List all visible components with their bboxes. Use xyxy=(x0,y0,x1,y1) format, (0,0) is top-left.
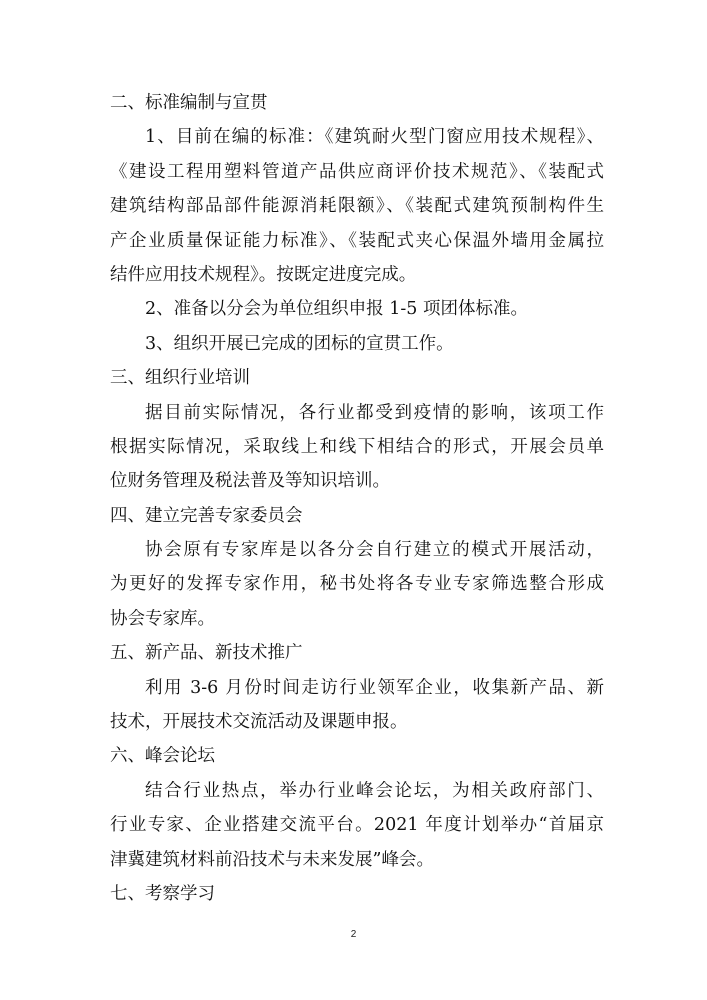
section-heading-study-tour: 七、考察学习 xyxy=(110,883,215,904)
section-heading-standards: 二、标准编制与宣贯 xyxy=(110,93,268,113)
paragraph-line: 位财务管理及税法普及等知识培训。 xyxy=(110,471,390,492)
paragraph-line: 结件应用技术规程》。按既定进度完成。 xyxy=(110,264,417,285)
paragraph-line: 结合行业热点，举办行业峰会论坛，为相关政府部门、 xyxy=(145,780,604,801)
paragraph-line: 据目前实际情况，各行业都受到疫情的影响，该项工作 xyxy=(145,402,604,423)
section-heading-promotion: 五、新产品、新技术推广 xyxy=(110,643,303,664)
page-number: 2 xyxy=(350,929,357,940)
paragraph-line: 2、准备以分会为单位组织申报 1-5 项团体标准。 xyxy=(145,299,528,320)
paragraph-line: 行业专家、企业搭建交流平台。2021 年度计划举办“首届京 xyxy=(110,815,604,836)
paragraph-line: 根据实际情况，采取线上和线下相结合的形式，开展会员单 xyxy=(110,436,604,457)
paragraph-line: 1、目前在编的标准：《建筑耐火型门窗应用技术规程》、 xyxy=(145,127,604,148)
document-body xyxy=(110,86,604,911)
section-heading-experts: 四、建立完善专家委员会 xyxy=(110,505,303,526)
paragraph-line: 3、组织开展已完成的团标的宣贯工作。 xyxy=(145,333,454,354)
paragraph-line: 利用 3-6 月份时间走访行业领军企业，收集新产品、新 xyxy=(145,677,604,698)
paragraph-line: 建筑结构部品部件能源消耗限额》、《装配式建筑预制构件生 xyxy=(110,196,604,217)
section-heading-summit: 六、峰会论坛 xyxy=(110,746,215,767)
paragraph-line: 津冀建筑材料前沿技术与未来发展”峰会。 xyxy=(110,849,434,870)
paragraph-line: 技术，开展技术交流活动及课题申报。 xyxy=(110,712,408,733)
paragraph-line: 协会原有专家库是以各分会自行建立的模式开展活动， xyxy=(145,540,604,561)
paragraph-line: 产企业质量保证能力标准》、《装配式夹心保温外墙用金属拉 xyxy=(110,230,604,251)
section-heading-training: 三、组织行业培训 xyxy=(110,368,250,389)
paragraph-line: 为更好的发挥专家作用，秘书处将各专业专家筛选整合形成 xyxy=(110,574,604,595)
paragraph-line: 《建设工程用塑料管道产品供应商评价技术规范》、《装配式 xyxy=(110,161,604,182)
paragraph-line: 协会专家库。 xyxy=(110,608,215,629)
